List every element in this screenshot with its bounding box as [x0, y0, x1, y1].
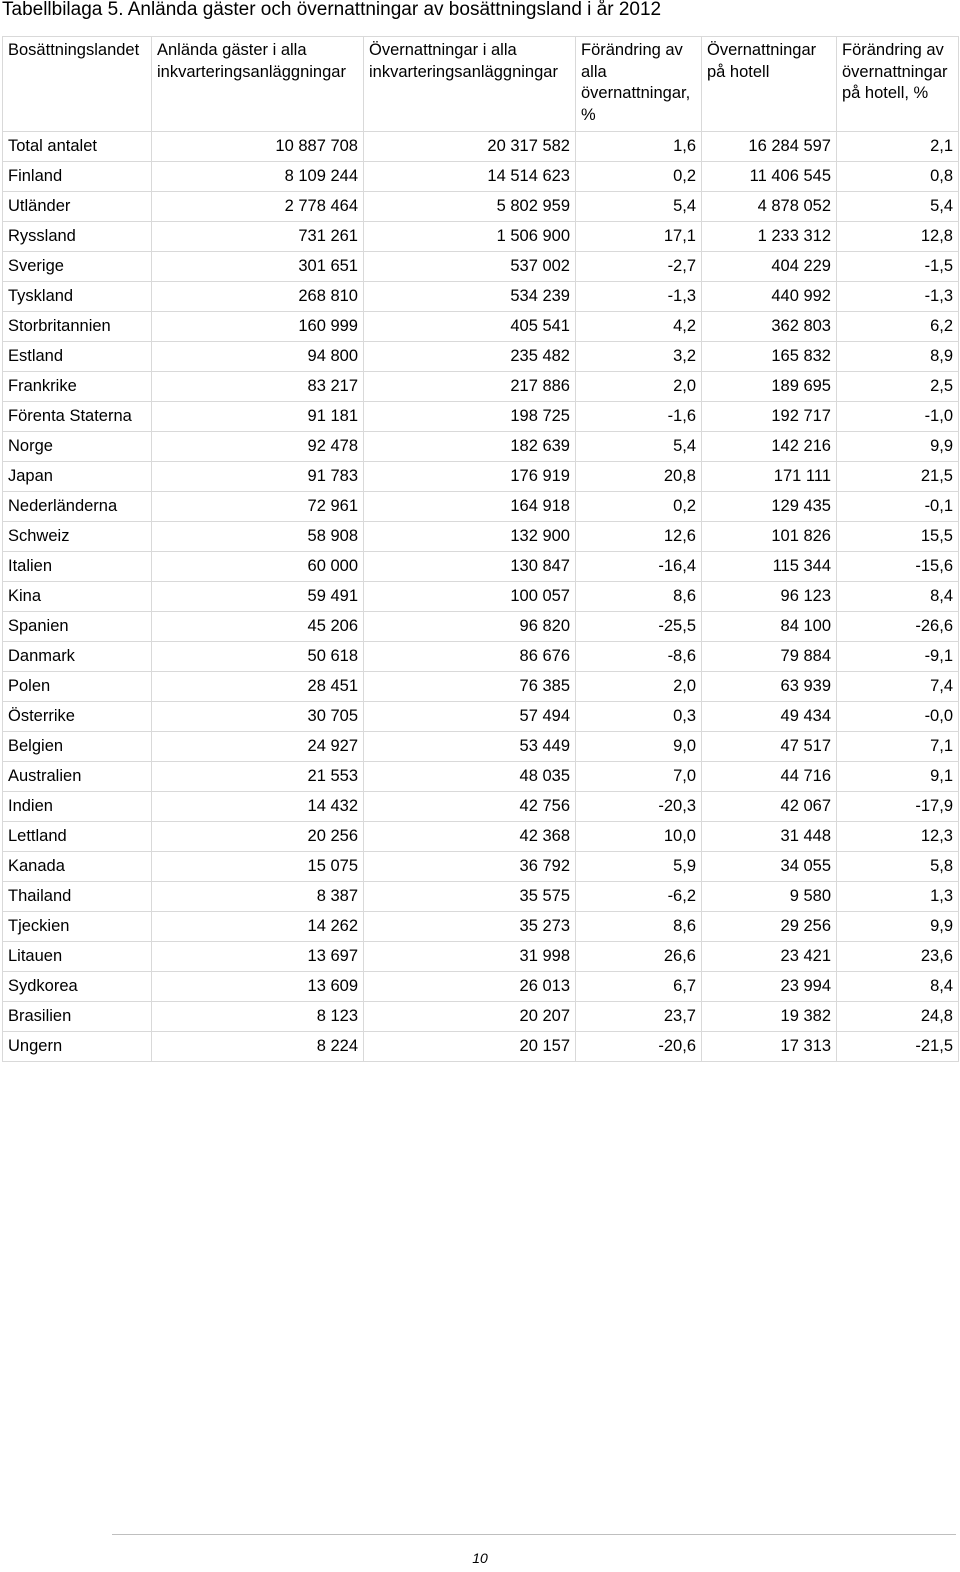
- nights-all-cell: 130 847: [364, 552, 576, 582]
- country-cell: Förenta Staterna: [3, 402, 152, 432]
- country-cell: Thailand: [3, 882, 152, 912]
- column-header-country: Bosättningslandet: [3, 37, 152, 132]
- change-hotel-cell: 23,6: [837, 942, 959, 972]
- change-all-cell: -16,4: [576, 552, 702, 582]
- nights-all-cell: 48 035: [364, 762, 576, 792]
- nights-hotel-cell: 31 448: [702, 822, 837, 852]
- country-cell: Lettland: [3, 822, 152, 852]
- nights-all-cell: 20 157: [364, 1032, 576, 1062]
- change-hotel-cell: -17,9: [837, 792, 959, 822]
- table-row: [3, 882, 959, 912]
- country-cell: Japan: [3, 462, 152, 492]
- table-row: [3, 402, 959, 432]
- nights-all-cell: 198 725: [364, 402, 576, 432]
- country-cell: Tyskland: [3, 282, 152, 312]
- country-cell: Sydkorea: [3, 972, 152, 1002]
- country-cell: Sverige: [3, 252, 152, 282]
- table-row: [3, 162, 959, 192]
- table-row: [3, 222, 959, 252]
- column-header-nights-hotel: Övernattningar på hotell: [702, 37, 837, 132]
- table-row: [3, 912, 959, 942]
- arrivals-cell: 13 609: [152, 972, 364, 1002]
- page-number: 10: [472, 1550, 488, 1566]
- change-hotel-cell: -26,6: [837, 612, 959, 642]
- change-all-cell: 1,6: [576, 132, 702, 162]
- arrivals-cell: 2 778 464: [152, 192, 364, 222]
- table-row: [3, 282, 959, 312]
- nights-hotel-cell: 17 313: [702, 1032, 837, 1062]
- arrivals-cell: 21 553: [152, 762, 364, 792]
- nights-all-cell: 14 514 623: [364, 162, 576, 192]
- change-all-cell: 12,6: [576, 522, 702, 552]
- arrivals-cell: 8 109 244: [152, 162, 364, 192]
- change-all-cell: 26,6: [576, 942, 702, 972]
- country-cell: Österrike: [3, 702, 152, 732]
- change-hotel-cell: 1,3: [837, 882, 959, 912]
- table-row: [3, 852, 959, 882]
- change-all-cell: -20,3: [576, 792, 702, 822]
- nights-all-cell: 100 057: [364, 582, 576, 612]
- arrivals-cell: 45 206: [152, 612, 364, 642]
- nights-hotel-cell: 129 435: [702, 492, 837, 522]
- change-all-cell: -1,6: [576, 402, 702, 432]
- nights-hotel-cell: 16 284 597: [702, 132, 837, 162]
- arrivals-cell: 50 618: [152, 642, 364, 672]
- nights-hotel-cell: 34 055: [702, 852, 837, 882]
- nights-all-cell: 42 368: [364, 822, 576, 852]
- table-row: [3, 582, 959, 612]
- nights-hotel-cell: 1 233 312: [702, 222, 837, 252]
- table-row: [3, 552, 959, 582]
- arrivals-cell: 13 697: [152, 942, 364, 972]
- nights-hotel-cell: 11 406 545: [702, 162, 837, 192]
- nights-all-cell: 35 273: [364, 912, 576, 942]
- nights-all-cell: 537 002: [364, 252, 576, 282]
- nights-all-cell: 534 239: [364, 282, 576, 312]
- nights-all-cell: 31 998: [364, 942, 576, 972]
- table-row: [3, 1032, 959, 1062]
- change-all-cell: 0,3: [576, 702, 702, 732]
- change-all-cell: -8,6: [576, 642, 702, 672]
- country-cell: Finland: [3, 162, 152, 192]
- arrivals-cell: 91 181: [152, 402, 364, 432]
- table-row: [3, 312, 959, 342]
- nights-all-cell: 26 013: [364, 972, 576, 1002]
- country-cell: Tjeckien: [3, 912, 152, 942]
- arrivals-cell: 92 478: [152, 432, 364, 462]
- table-row: [3, 732, 959, 762]
- change-hotel-cell: 2,1: [837, 132, 959, 162]
- country-cell: Nederländerna: [3, 492, 152, 522]
- table-body: [3, 132, 959, 1062]
- change-hotel-cell: 8,4: [837, 582, 959, 612]
- data-table: [2, 36, 959, 1062]
- country-cell: Polen: [3, 672, 152, 702]
- change-all-cell: -6,2: [576, 882, 702, 912]
- column-header-change-all: Förändring av alla övernattningar, %: [576, 37, 702, 132]
- change-hotel-cell: -1,0: [837, 402, 959, 432]
- change-hotel-cell: 5,4: [837, 192, 959, 222]
- nights-hotel-cell: 47 517: [702, 732, 837, 762]
- page-title: Tabellbilaga 5. Anlända gäster och övernattningar av bosättningsland i år 2012: [2, 0, 662, 20]
- change-hotel-cell: -1,3: [837, 282, 959, 312]
- nights-all-cell: 57 494: [364, 702, 576, 732]
- change-all-cell: 23,7: [576, 1002, 702, 1032]
- arrivals-cell: 14 262: [152, 912, 364, 942]
- arrivals-cell: 72 961: [152, 492, 364, 522]
- nights-hotel-cell: 29 256: [702, 912, 837, 942]
- change-hotel-cell: -1,5: [837, 252, 959, 282]
- column-header-change-hotel: Förändring av övernattningar på hotell, %: [837, 37, 959, 132]
- nights-hotel-cell: 49 434: [702, 702, 837, 732]
- change-all-cell: 0,2: [576, 162, 702, 192]
- nights-hotel-cell: 23 421: [702, 942, 837, 972]
- table-row: [3, 762, 959, 792]
- change-hotel-cell: -15,6: [837, 552, 959, 582]
- arrivals-cell: 8 224: [152, 1032, 364, 1062]
- nights-hotel-cell: 44 716: [702, 762, 837, 792]
- nights-all-cell: 20 207: [364, 1002, 576, 1032]
- country-cell: Schweiz: [3, 522, 152, 552]
- nights-hotel-cell: 9 580: [702, 882, 837, 912]
- nights-all-cell: 5 802 959: [364, 192, 576, 222]
- column-header-arrivals: Anlända gäster i alla inkvarteringsanläggningar: [152, 37, 364, 132]
- country-cell: Kanada: [3, 852, 152, 882]
- change-hotel-cell: 21,5: [837, 462, 959, 492]
- nights-all-cell: 235 482: [364, 342, 576, 372]
- change-hotel-cell: -0,0: [837, 702, 959, 732]
- arrivals-cell: 94 800: [152, 342, 364, 372]
- nights-all-cell: 20 317 582: [364, 132, 576, 162]
- country-cell: Australien: [3, 762, 152, 792]
- country-cell: Brasilien: [3, 1002, 152, 1032]
- arrivals-cell: 30 705: [152, 702, 364, 732]
- table-row: [3, 642, 959, 672]
- change-all-cell: -20,6: [576, 1032, 702, 1062]
- change-all-cell: 7,0: [576, 762, 702, 792]
- arrivals-cell: 268 810: [152, 282, 364, 312]
- table-row: [3, 252, 959, 282]
- nights-all-cell: 35 575: [364, 882, 576, 912]
- change-hotel-cell: 6,2: [837, 312, 959, 342]
- nights-all-cell: 164 918: [364, 492, 576, 522]
- change-hotel-cell: 24,8: [837, 1002, 959, 1032]
- change-hotel-cell: 15,5: [837, 522, 959, 552]
- nights-all-cell: 132 900: [364, 522, 576, 552]
- nights-hotel-cell: 19 382: [702, 1002, 837, 1032]
- change-all-cell: 5,4: [576, 192, 702, 222]
- nights-hotel-cell: 404 229: [702, 252, 837, 282]
- change-hotel-cell: 7,4: [837, 672, 959, 702]
- change-hotel-cell: 9,9: [837, 912, 959, 942]
- country-cell: Total antalet: [3, 132, 152, 162]
- change-all-cell: 6,7: [576, 972, 702, 1002]
- arrivals-cell: 20 256: [152, 822, 364, 852]
- column-header-nights-all: Övernattningar i alla inkvarteringsanläggningar: [364, 37, 576, 132]
- change-hotel-cell: 0,8: [837, 162, 959, 192]
- nights-all-cell: 36 792: [364, 852, 576, 882]
- table-row: [3, 1002, 959, 1032]
- table-row: [3, 792, 959, 822]
- nights-hotel-cell: 79 884: [702, 642, 837, 672]
- change-all-cell: 2,0: [576, 672, 702, 702]
- table-row: [3, 342, 959, 372]
- table-row: [3, 942, 959, 972]
- change-hotel-cell: 8,9: [837, 342, 959, 372]
- country-cell: Ryssland: [3, 222, 152, 252]
- change-hotel-cell: -21,5: [837, 1032, 959, 1062]
- nights-hotel-cell: 42 067: [702, 792, 837, 822]
- nights-hotel-cell: 192 717: [702, 402, 837, 432]
- nights-all-cell: 96 820: [364, 612, 576, 642]
- nights-hotel-cell: 165 832: [702, 342, 837, 372]
- arrivals-cell: 14 432: [152, 792, 364, 822]
- nights-all-cell: 86 676: [364, 642, 576, 672]
- change-hotel-cell: 12,8: [837, 222, 959, 252]
- change-all-cell: 5,9: [576, 852, 702, 882]
- table-row: [3, 672, 959, 702]
- nights-all-cell: 1 506 900: [364, 222, 576, 252]
- change-all-cell: 20,8: [576, 462, 702, 492]
- change-hotel-cell: -9,1: [837, 642, 959, 672]
- arrivals-cell: 8 123: [152, 1002, 364, 1032]
- arrivals-cell: 58 908: [152, 522, 364, 552]
- country-cell: Norge: [3, 432, 152, 462]
- arrivals-cell: 731 261: [152, 222, 364, 252]
- country-cell: Frankrike: [3, 372, 152, 402]
- arrivals-cell: 10 887 708: [152, 132, 364, 162]
- nights-hotel-cell: 115 344: [702, 552, 837, 582]
- change-all-cell: 8,6: [576, 582, 702, 612]
- arrivals-cell: 28 451: [152, 672, 364, 702]
- change-hotel-cell: 9,9: [837, 432, 959, 462]
- country-cell: Indien: [3, 792, 152, 822]
- country-cell: Ungern: [3, 1032, 152, 1062]
- change-all-cell: 3,2: [576, 342, 702, 372]
- change-all-cell: -25,5: [576, 612, 702, 642]
- nights-all-cell: 42 756: [364, 792, 576, 822]
- nights-hotel-cell: 142 216: [702, 432, 837, 462]
- nights-hotel-cell: 362 803: [702, 312, 837, 342]
- footer-divider: [112, 1534, 956, 1535]
- change-hotel-cell: 5,8: [837, 852, 959, 882]
- arrivals-cell: 301 651: [152, 252, 364, 282]
- change-all-cell: 5,4: [576, 432, 702, 462]
- country-cell: Italien: [3, 552, 152, 582]
- table-row: [3, 612, 959, 642]
- country-cell: Spanien: [3, 612, 152, 642]
- table-row: [3, 522, 959, 552]
- country-cell: Danmark: [3, 642, 152, 672]
- change-all-cell: 9,0: [576, 732, 702, 762]
- change-hotel-cell: 8,4: [837, 972, 959, 1002]
- nights-hotel-cell: 23 994: [702, 972, 837, 1002]
- nights-hotel-cell: 101 826: [702, 522, 837, 552]
- country-cell: Utländer: [3, 192, 152, 222]
- table-row: [3, 972, 959, 1002]
- arrivals-cell: 160 999: [152, 312, 364, 342]
- table-row: [3, 822, 959, 852]
- table-row: [3, 132, 959, 162]
- change-hotel-cell: 9,1: [837, 762, 959, 792]
- table-row: [3, 462, 959, 492]
- arrivals-cell: 24 927: [152, 732, 364, 762]
- change-all-cell: 8,6: [576, 912, 702, 942]
- country-cell: Kina: [3, 582, 152, 612]
- change-hotel-cell: 2,5: [837, 372, 959, 402]
- arrivals-cell: 60 000: [152, 552, 364, 582]
- country-cell: Belgien: [3, 732, 152, 762]
- nights-all-cell: 76 385: [364, 672, 576, 702]
- change-all-cell: 2,0: [576, 372, 702, 402]
- nights-hotel-cell: 96 123: [702, 582, 837, 612]
- change-all-cell: -1,3: [576, 282, 702, 312]
- nights-hotel-cell: 84 100: [702, 612, 837, 642]
- nights-all-cell: 405 541: [364, 312, 576, 342]
- country-cell: Storbritannien: [3, 312, 152, 342]
- arrivals-cell: 59 491: [152, 582, 364, 612]
- table-row: [3, 192, 959, 222]
- nights-hotel-cell: 440 992: [702, 282, 837, 312]
- country-cell: Estland: [3, 342, 152, 372]
- nights-hotel-cell: 189 695: [702, 372, 837, 402]
- arrivals-cell: 91 783: [152, 462, 364, 492]
- table-row: [3, 492, 959, 522]
- arrivals-cell: 15 075: [152, 852, 364, 882]
- change-hotel-cell: 12,3: [837, 822, 959, 852]
- nights-hotel-cell: 63 939: [702, 672, 837, 702]
- table-header-row: [3, 37, 959, 132]
- nights-hotel-cell: 171 111: [702, 462, 837, 492]
- nights-hotel-cell: 4 878 052: [702, 192, 837, 222]
- table-row: [3, 702, 959, 732]
- nights-all-cell: 217 886: [364, 372, 576, 402]
- country-cell: Litauen: [3, 942, 152, 972]
- nights-all-cell: 176 919: [364, 462, 576, 492]
- change-all-cell: 0,2: [576, 492, 702, 522]
- arrivals-cell: 8 387: [152, 882, 364, 912]
- table-row: [3, 432, 959, 462]
- table-row: [3, 372, 959, 402]
- change-all-cell: -2,7: [576, 252, 702, 282]
- change-hotel-cell: -0,1: [837, 492, 959, 522]
- change-all-cell: 17,1: [576, 222, 702, 252]
- change-all-cell: 4,2: [576, 312, 702, 342]
- nights-all-cell: 53 449: [364, 732, 576, 762]
- change-all-cell: 10,0: [576, 822, 702, 852]
- change-hotel-cell: 7,1: [837, 732, 959, 762]
- nights-all-cell: 182 639: [364, 432, 576, 462]
- arrivals-cell: 83 217: [152, 372, 364, 402]
